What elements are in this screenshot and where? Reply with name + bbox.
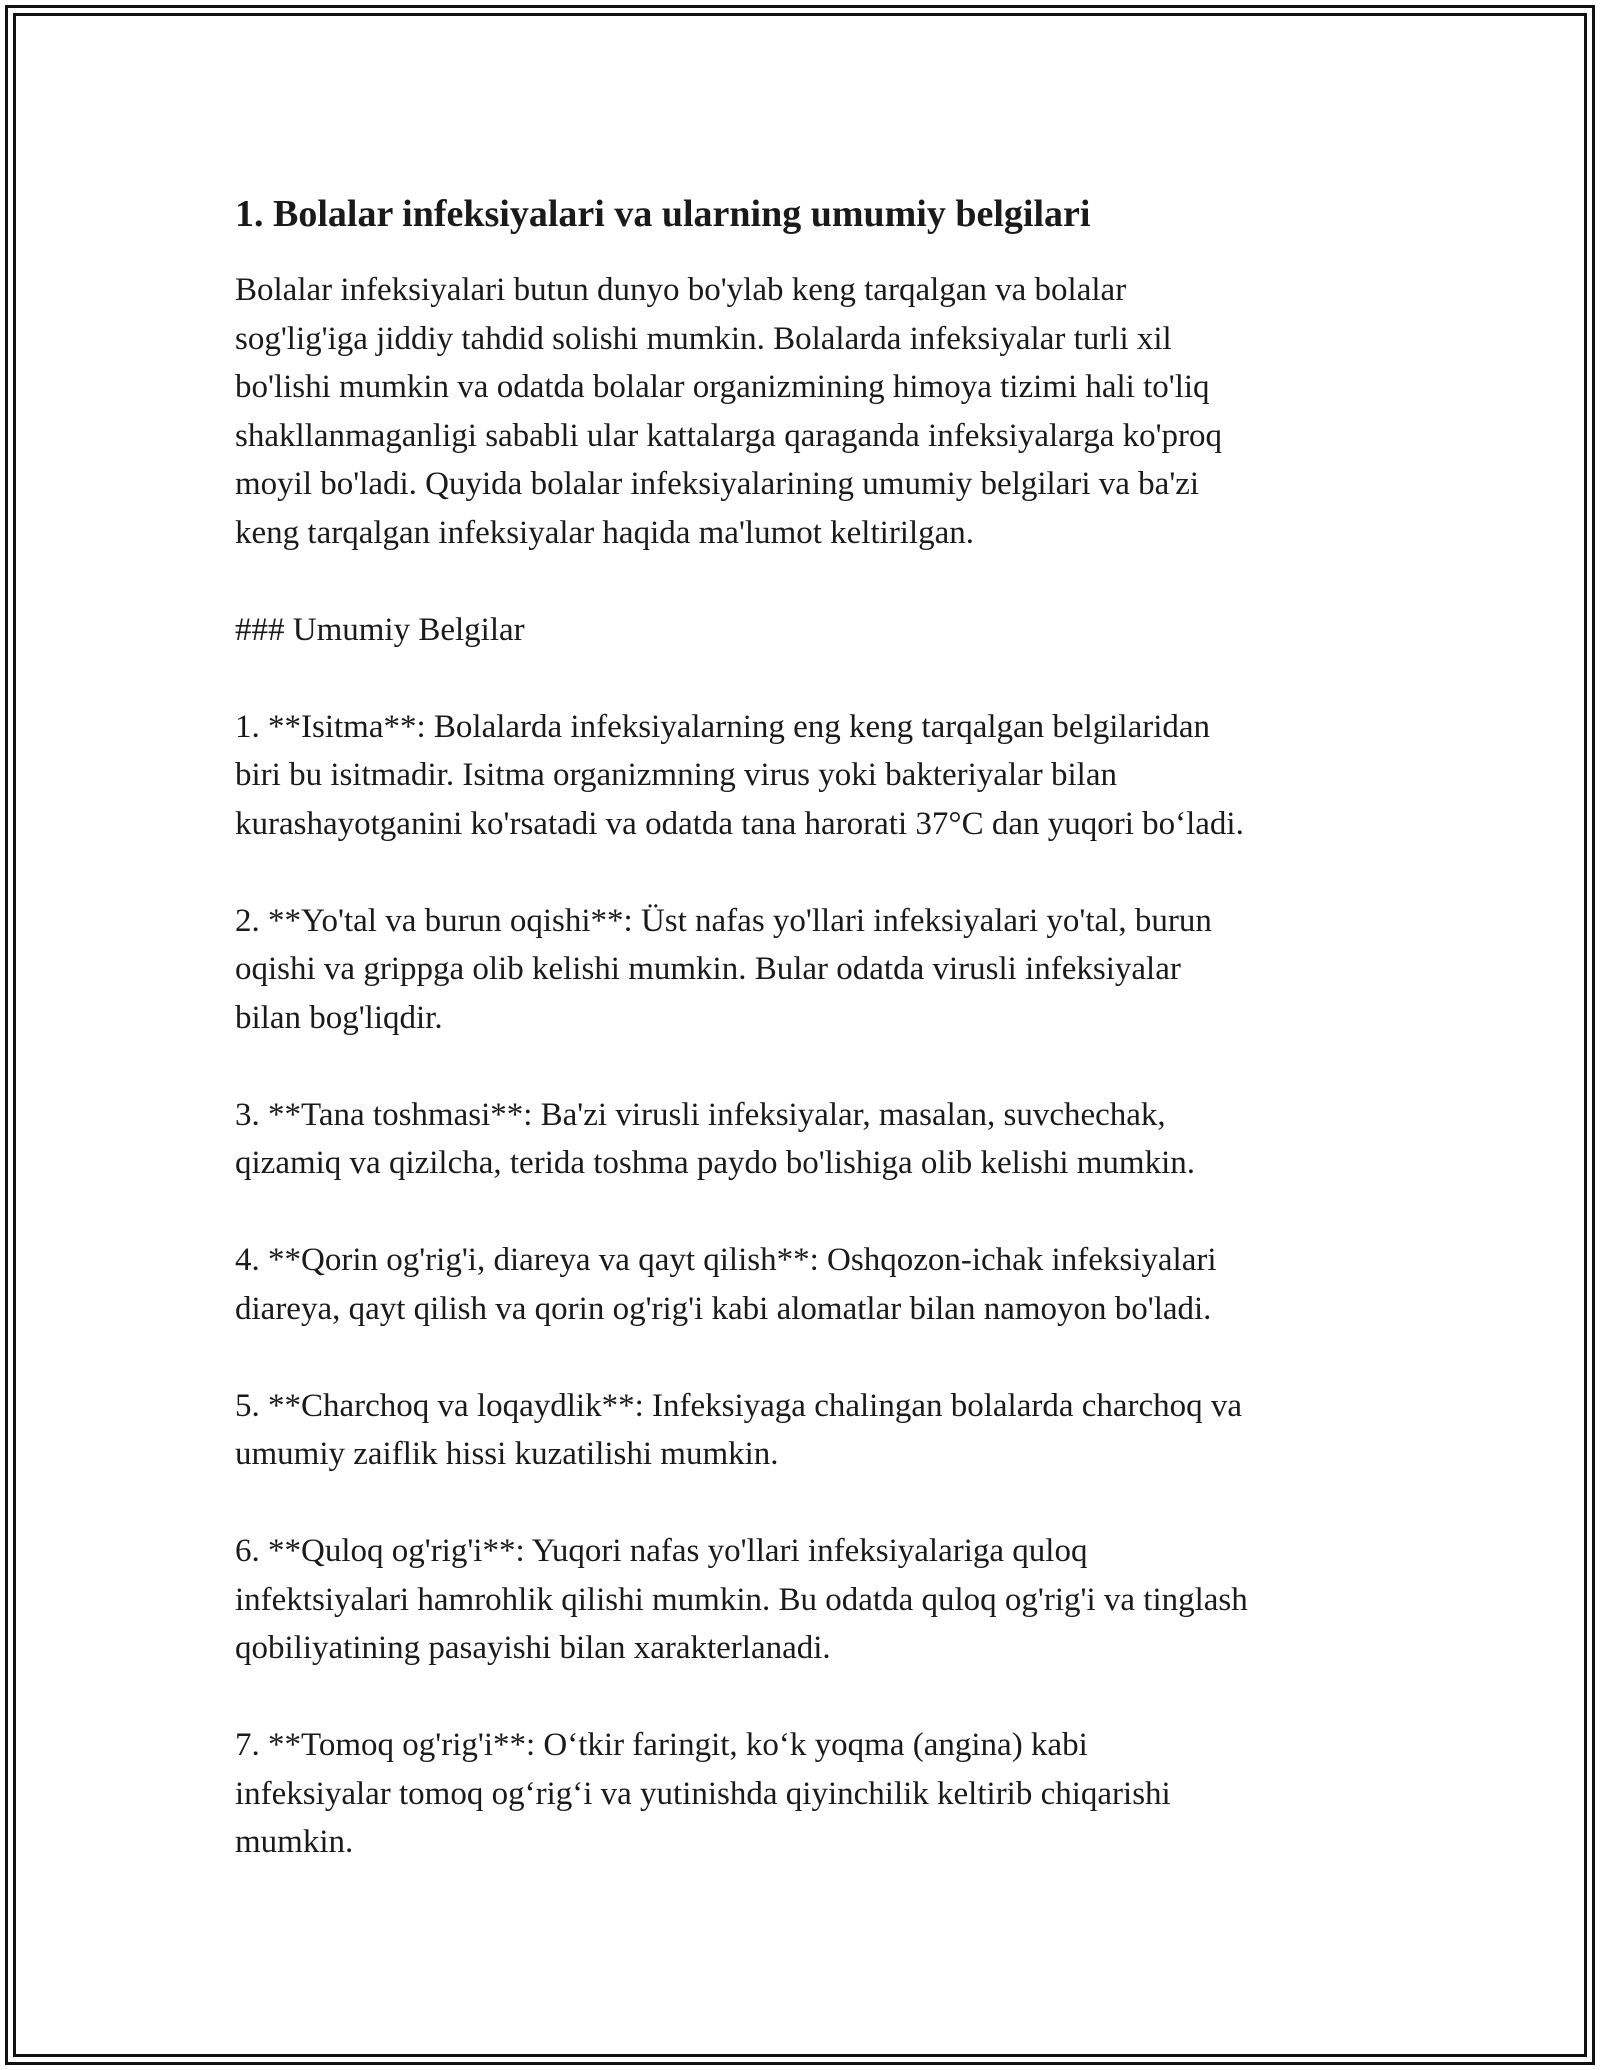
intro-paragraph: Bolalar infeksiyalari butun dunyo bo'ylab keng tarqalgan va bolalar sog'lig'iga jiddiy tahdid solishi mumkin. Bolalarda infeksiyalar turli xil bo'lishi mumkin va odatda bolalar organizmining himoya tizimi hali to'liq shakllanmaganligi sababli ular kattalarga qaraganda infeksiyalarga ko'proq moyil bo'ladi. Quyida bolalar infeksiyalarining umumiy belgilari va ba'zi keng tarqalgan infeksiyalar haqida ma'lumot keltirilgan. [235,272,1223,551]
document-content [235,184,1365,1915]
list-item-isitma: 1. **Isitma**: Bolalarda infeksiyalarning eng keng tarqalgan belgilaridan biri bu isitmadir. Isitma organizmning virus yoki bakteriyalar bilan kurashayotganini ko'rsatadi va odatda tana harorati 37°C dan yuqori bo‘ladi. [235,708,1244,842]
list-item-yotal: 2. **Yo'tal va burun oqishi**: Üst nafas yo'llari infeksiyalari yo'tal, burun oqishi va grippga olib kelishi mumkin. Bular odatda virusli infeksiyalar bilan bog'liqdir. [235,902,1212,1036]
list-item-charchoq: 5. **Charchoq va loqaydlik**: Infeksiyaga chalingan bolalarda charchoq va umumiy zaiflik hissi kuzatilishi mumkin. [235,1387,1243,1472]
subheading-paragraph: ### Umumiy Belgilar [235,611,525,648]
list-item-quloq: 6. **Quloq og'rig'i**: Yuqori nafas yo'llari infeksiyalariga quloq infektsiyalari hamrohlik qilishi mumkin. Bu odatda quloq og'rig'i va tinglash qobiliyatining pasayishi bilan xarakterlanadi. [235,1533,1248,1666]
section-heading: 1. Bolalar infeksiyalari va ularning umumiy belgilari [235,193,1091,235]
list-item-toshma: 3. **Tana toshmasi**: Ba'zi virusli infeksiyalar, masalan, suvchechak, qizamiq va qizilcha, terida toshma paydo bo'lishiga olib kelishi mumkin. [235,1096,1196,1181]
list-item-tomoq: 7. **Tomoq og'rig'i**: O‘tkir faringit, ko‘k yoqma (angina) kabi infeksiyalar tomoq og‘rig‘i va yutinishda qiyinchilik keltirib chiqarishi mumkin. [235,1727,1171,1860]
list-item-qorin: 4. **Qorin og'rig'i, diareya va qayt qilish**: Oshqozon-ichak infeksiyalari diareya, qayt qilish va qorin og'rig'i kabi alomatlar bilan namoyon bo'ladi. [235,1242,1217,1327]
